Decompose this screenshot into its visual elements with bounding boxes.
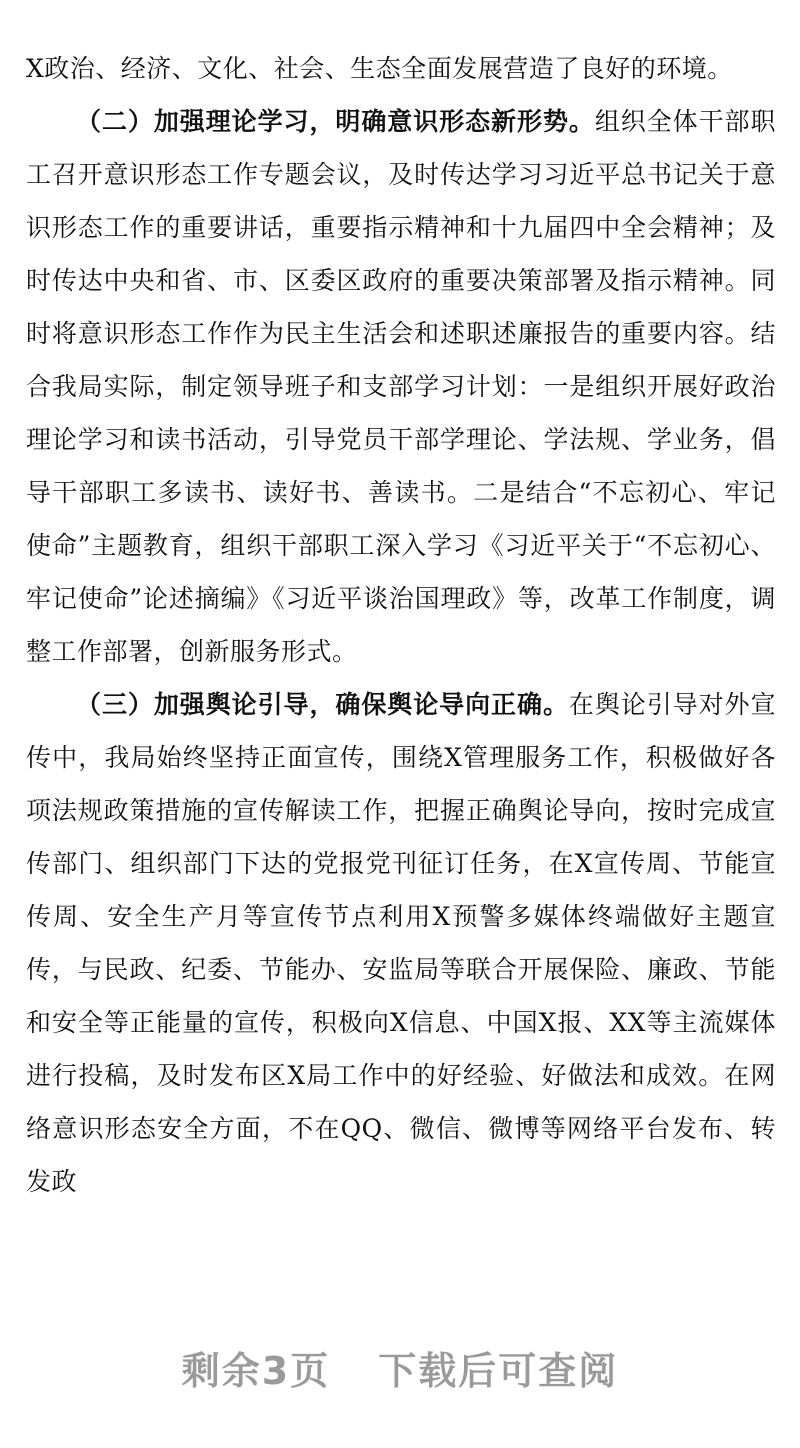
download-prompt[interactable] (0, 1340, 800, 1395)
paragraph-heading: （二）加强理论学习，明确意识形态新形势。 (76, 107, 595, 136)
paragraph-text: X政治、经济、文化、社会、生态全面发展营造了良好的环境。 (26, 54, 733, 83)
paragraph-continuation (26, 42, 776, 95)
document-body (26, 42, 776, 1208)
paragraph-public-opinion (26, 678, 776, 1208)
paragraph-heading: （三）加强舆论引导，确保舆论导向正确。 (76, 690, 569, 719)
remaining-pages-label: 剩余3页 (181, 1349, 331, 1393)
paragraph-text: 组织全体干部职工召开意识形态工作专题会议，及时传达学习习近平总书记关于意识形态工作的重要讲话，重要指示精神和十九届四中全会精神；及时传达中央和省、市、区委区政府的重要决策部署及指示精神。同时将意识形态工作作为民主生活会和述职述廉报告的重要内容。结合我局实际，制定领导班子和支部学习计划：一是组织开展好政治理论学习和读书活动，引导党员干部学理论、学法规、学业务，倡导干部职工多读书、读好书、善读书。二是结合“不忘初心、牢记使命”主题教育，组织干部职工深入学习《习近平关于“不忘初心、牢记使命”论述摘编》《习近平谈治国理政》等，改革工作制度，调整工作部署，创新服务形式。 (26, 107, 776, 666)
paragraph-theory-study (26, 95, 776, 678)
download-to-view-label: 下载后可查阅 (378, 1349, 619, 1393)
paragraph-text: 在舆论引导对外宣传中，我局始终坚持正面宣传，围绕X管理服务工作，积极做好各项法规政策措施的宣传解读工作，把握正确舆论导向，按时完成宣传部门、组织部门下达的党报党刊征订任务，在X宣传周、节能宣传周、安全生产月等宣传节点利用X预警多媒体终端做好主题宣传，与民政、纪委、节能办、安监局等联合开展保险、廉政、节能和安全等正能量的宣传，积极向X信息、中国X报、XX等主流媒体进行投稿，及时发布区X局工作中的好经验、好做法和成效。在网络意识形态安全方面，不在QQ、微信、微博等网络平台发布、转发政 (26, 690, 776, 1196)
